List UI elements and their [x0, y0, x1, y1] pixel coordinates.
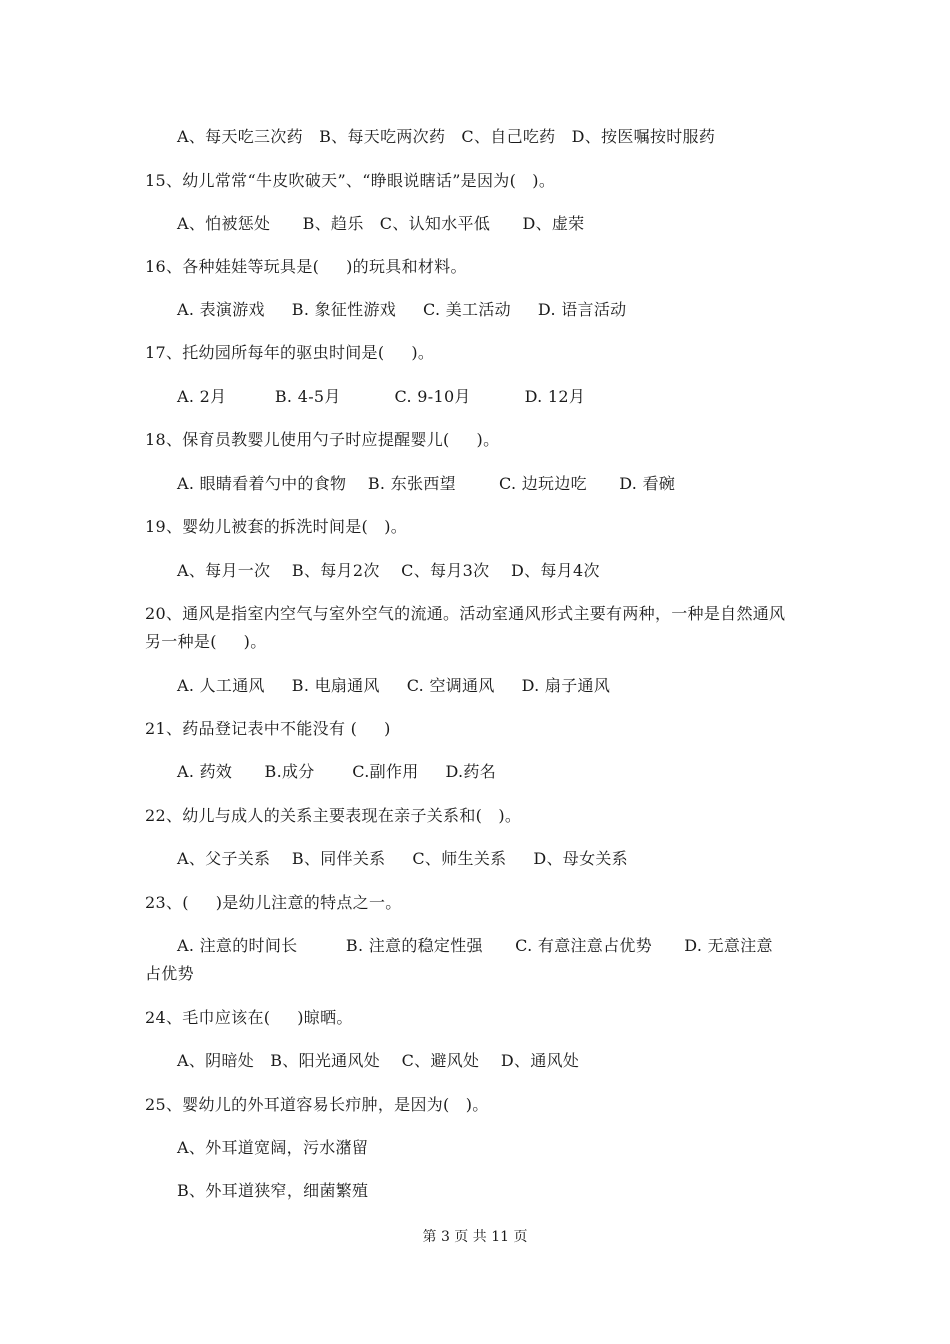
question-line: 20、通风是指室内空气与室外空气的流通。活动室通风形式主要有两种，一种是自然通风 — [145, 604, 786, 623]
options-line: A. 表演游戏 B. 象征性游戏 C. 美工活动 D. 语言活动 — [177, 300, 627, 319]
question-line: 17、托幼园所每年的驱虫时间是( )。 — [145, 343, 435, 362]
question-line: 24、毛巾应该在( )晾晒。 — [145, 1008, 353, 1027]
continuation-line: 另一种是( )。 — [145, 632, 267, 651]
question-line: 19、婴幼儿被套的拆洗时间是( )。 — [145, 517, 408, 536]
options-line: A. 人工通风 B. 电扇通风 C. 空调通风 D. 扇子通风 — [177, 676, 611, 695]
options-line: A、怕被惩处 B、趋乐 C、认知水平低 D、虚荣 — [177, 214, 585, 233]
question-line: 18、保育员教婴儿使用勺子时应提醒婴儿( )。 — [145, 430, 500, 449]
question-line: 22、幼儿与成人的关系主要表现在亲子关系和( )。 — [145, 806, 522, 825]
continuation-line: 占优势 — [145, 964, 194, 983]
question-line: 21、药品登记表中不能没有 ( ) — [145, 719, 391, 738]
options-line: A、每天吃三次药 B、每天吃两次药 C、自己吃药 D、按医嘱按时服药 — [177, 127, 716, 146]
options-line: A. 药效 B.成分 C.副作用 D.药名 — [177, 762, 497, 781]
page-footer: 第 3 页 共 11 页 — [422, 1229, 528, 1245]
question-line: 23、( )是幼儿注意的特点之一。 — [145, 893, 402, 912]
options-line: B、外耳道狭窄，细菌繁殖 — [177, 1181, 369, 1200]
question-line: 16、各种娃娃等玩具是( )的玩具和材料。 — [145, 257, 467, 276]
options-line: A. 2月 B. 4-5月 C. 9-10月 D. 12月 — [177, 387, 586, 406]
options-line: A、阴暗处 B、阳光通风处 C、避风处 D、通风处 — [177, 1051, 580, 1070]
options-line: A、外耳道宽阔，污水潴留 — [177, 1138, 369, 1157]
question-line: 25、婴幼儿的外耳道容易长疖肿，是因为( )。 — [145, 1095, 489, 1114]
options-line: A、父子关系 B、同伴关系 C、师生关系 D、母女关系 — [177, 849, 628, 868]
question-line: 15、幼儿常常“牛皮吹破天”、“睁眼说瞎话”是因为( )。 — [145, 171, 556, 190]
options-line: A. 注意的时间长 B. 注意的稳定性强 C. 有意注意占优势 D. 无意注意 — [177, 936, 773, 955]
options-line: A. 眼睛看着勺中的食物 B. 东张西望 C. 边玩边吃 D. 看碗 — [177, 474, 676, 493]
options-line: A、每月一次 B、每月2次 C、每月3次 D、每月4次 — [177, 561, 600, 580]
